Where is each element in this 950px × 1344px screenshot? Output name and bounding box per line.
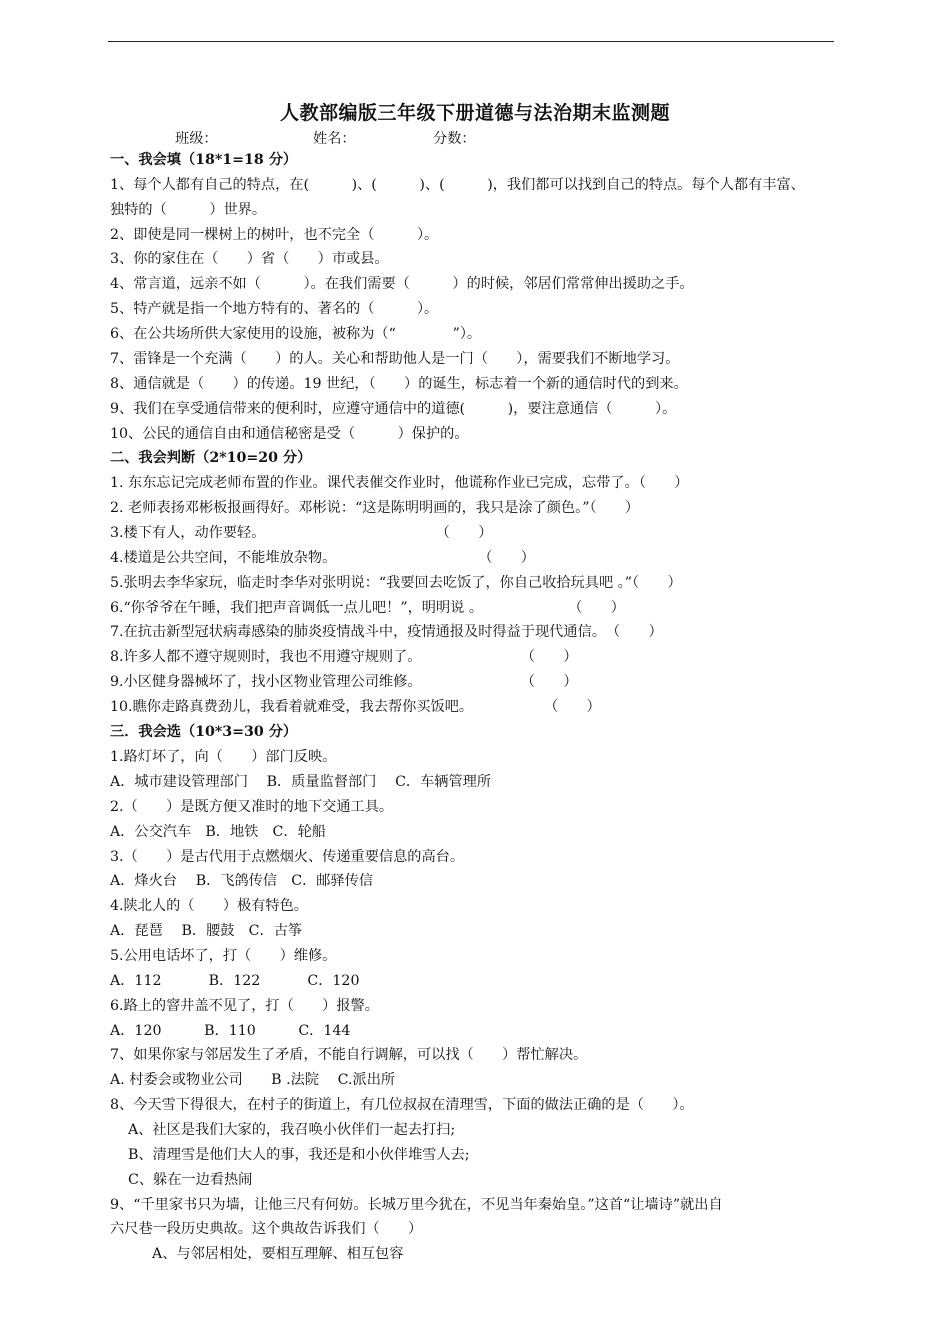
question-line: 8、今天雪下得很大，在村子的街道上，有几位叔叔在清理雪，下面的做法正确的是（ ）。: [110, 1097, 694, 1113]
section-heading-fill: 一、我会填（18*1=18 分）: [110, 152, 298, 168]
question-line: 8.许多人都不遵守规则时，我也不用遵守规则了。 （ ）: [110, 649, 578, 665]
question-line: 4、常言道，远亲不如（ ）。在我们需要（ ）的时候，邻居们常常伸出援助之手。: [110, 276, 694, 292]
option-line: A．城市建设管理部门 B．质量监督部门 C．车辆管理所: [110, 774, 492, 790]
class-label: 班级：: [175, 131, 218, 147]
question-line: 10.瞧你走路真费劲儿，我看着就难受，我去帮你买饭吧。 （ ）: [110, 699, 601, 715]
question-line: 3.（ ）是古代用于点燃烟火、传递重要信息的高台。: [110, 849, 465, 865]
question-line: 5、特产就是指一个地方特有的、著名的（ ）。: [110, 301, 439, 317]
option-line: B、清理雪是他们大人的事，我还是和小伙伴堆雪人去;: [128, 1147, 470, 1163]
question-line: 6.路上的窨井盖不见了，打（ ）报警。: [110, 998, 379, 1014]
question-line: 6、在公共场所供大家使用的设施，被称为（“ ”）。: [110, 326, 482, 342]
top-rule: [108, 41, 834, 42]
question-line: 7、如果你家与邻居发生了矛盾，不能自行调解，可以找（ ）帮忙解决。: [110, 1047, 588, 1063]
question-line: 1. 东东忘记完成老师布置的作业。课代表催交作业时，他谎称作业已完成，忘带了。（ ）: [110, 475, 689, 491]
question-line: 1.路灯坏了，向（ ）部门反映。: [110, 749, 337, 765]
option-line: A．120 B．110 C．144: [110, 1023, 351, 1039]
question-line: 10、公民的通信自由和通信秘密是受（ ）保护的。: [110, 426, 469, 442]
question-line: 6.“你爷爷在午睡，我们把声音调低一点儿吧！”，明明说 。 （ ）: [110, 600, 625, 616]
question-line: 独特的（ ）世界。: [110, 202, 267, 218]
section-heading-choose: 三．我会选（10*3=30 分）: [110, 724, 298, 740]
option-line: A、社区是我们大家的，我召唤小伙伴们一起去打扫;: [128, 1122, 456, 1138]
question-line: 9、“千里家书只为墙，让他三尺有何妨。长城万里今犹在，不见当年秦始皇。”这首“让墙诗”就出自: [110, 1197, 723, 1213]
option-line: A、与邻居相处，要相互理解、相互包容: [152, 1246, 404, 1262]
question-line: 2. 老师表扬邓彬板报画得好。邓彬说：“这是陈明明画的，我只是涂了颜色。”（ ）: [110, 500, 640, 516]
question-line: 六尺巷一段历史典故。这个典故告诉我们（ ）: [110, 1221, 423, 1237]
question-line: 8、通信就是（ ）的传递。19 世纪，（ ）的诞生，标志着一个新的通信时代的到来。: [110, 376, 688, 392]
question-line: 3、你的家住在（ ）省（ ）市或县。: [110, 251, 389, 267]
question-line: 2、即使是同一棵树上的树叶，也不完全（ ）。: [110, 227, 439, 243]
option-line: C、躲在一边看热闹: [128, 1172, 253, 1188]
option-line: A．公交汽车 B．地铁 C．轮船: [110, 824, 326, 840]
option-line: A. 村委会或物业公司 B .法院 C.派出所: [110, 1072, 396, 1088]
question-line: 7.在抗击新型冠状病毒感染的肺炎疫情战斗中，疫情通报及时得益于现代通信。 （ ）: [110, 624, 663, 640]
question-line: 4.陕北人的（ ）极有特色。: [110, 898, 308, 914]
question-line: 7、雷锋是一个充满（ ）的人。关心和帮助他人是一门（ ），需要我们不断地学习。: [110, 351, 680, 367]
score-label: 分数：: [433, 131, 476, 147]
page-title: 人教部编版三年级下册道德与法治期末监测题: [279, 102, 670, 124]
option-line: A．烽火台 B．飞鸽传信 C．邮驿传信: [110, 873, 374, 889]
question-line: 1、每个人都有自己的特点，在( )、( )、( )，我们都可以找到自己的特点。每个人都有丰富、: [110, 177, 805, 193]
question-line: 4.楼道是公共空间，不能堆放杂物。 （ ）: [110, 550, 535, 566]
name-label: 姓名：: [313, 131, 356, 147]
option-line: A．112 B．122 C．120: [110, 973, 360, 989]
question-line: 5.公用电话坏了，打（ ）维修。: [110, 948, 337, 964]
question-line: 5.张明去李华家玩，临走时李华对张明说：“我要回去吃饭了，你自己收拾玩具吧 。”（ ）: [110, 575, 682, 591]
question-line: 9、我们在享受通信带来的便利时，应遵守通信中的道德( )，要注意通信（ ）。: [110, 401, 677, 417]
section-heading-judge: 二、我会判断（2*10=20 分）: [110, 450, 312, 466]
option-line: A．琵琶 B．腰鼓 C．古筝: [110, 923, 303, 939]
question-line: 2.（ ）是既方便又准时的地下交通工具。: [110, 799, 394, 815]
question-line: 9.小区健身器械坏了，找小区物业管理公司维修。 （ ）: [110, 674, 578, 690]
question-line: 3.楼下有人，动作要轻。 （ ）: [110, 525, 493, 541]
